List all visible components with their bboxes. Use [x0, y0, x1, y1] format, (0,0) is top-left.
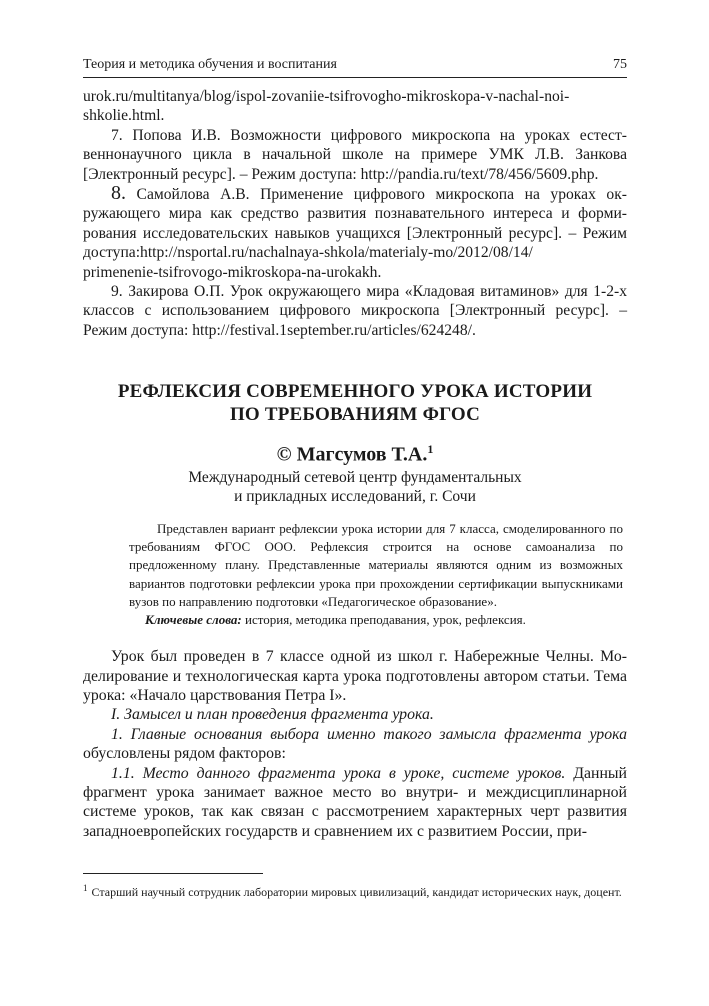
reference-8-url-tail: primenenie-tsifrovogo-mikroskopa-na-urokakh.	[83, 263, 382, 281]
author-footnote-mark: 1	[427, 442, 434, 457]
author-name: © Магсумов Т.А.	[276, 443, 428, 466]
reference-6-url-line1: urok.ru/multitanya/blog/ispol-zovaniie-tsifrovogho-mikroskopa-v-nachal-noi-	[83, 88, 570, 105]
abstract	[129, 520, 623, 629]
affiliation-line2: и прикладных исследований, г. Сочи	[234, 487, 476, 505]
article-title	[83, 380, 627, 426]
affiliation-line1: Международный сетевой центр фундаментальных	[188, 468, 522, 486]
body-paragraph-3	[83, 725, 627, 764]
reference-6-tail	[83, 87, 627, 126]
body-subheading-1: 1. Главные основания выбора именно такого замысла фрагмента урока	[111, 725, 627, 743]
footnote-mark: 1	[83, 883, 88, 893]
article-title-line1: РЕФЛЕКСИЯ СОВРЕМЕННОГО УРОКА ИСТОРИИ	[117, 381, 593, 403]
footnote	[83, 880, 627, 901]
reference-list	[83, 87, 627, 340]
article-title-line2: ПО ТРЕБОВАНИЯМ ФГОС	[229, 404, 481, 426]
page-number: 75	[613, 57, 627, 72]
body-paragraph-4	[83, 764, 627, 842]
reference-9: 9. Закирова О.П. Урок окружающего мира «Кладовая витаминов» для 1-2-х классов с использованием цифрового микроскопа [Электронный ресурс]. – Режим доступа: http://festival.1september.ru/articles/624248/.	[83, 283, 627, 339]
affiliation	[83, 468, 627, 506]
author-line	[83, 437, 627, 467]
body-paragraph-1: Урок был проведен в 7 классе одной из школ г. Набережные Челны. Моделирование и технологическая карта урока подготовлены автором статьи. Тема урока: «Начало царствования Петра I».	[83, 648, 627, 704]
body-subheading-1-1: 1.1. Место данного фрагмента урока в уроке, системе уроков.	[111, 764, 566, 782]
body-paragraph-4-rest: Данный фрагмент урока занимает важное место во внутри- и междисциплинарной системе уроков, так как связан с рассмотрением характерных черт развития западноевропейских государств и сравнением их с развитием России, при-	[83, 764, 627, 840]
abstract-text: Представлен вариант рефлексии урока истории для 7 класса, смоделированного по требованиям ФГОС ООО. Рефлексия строится на основе самоанализа по предложенному плану. Представленные материалы являются одним из возможных вариантов подготовки рефлексии урока при прохождении сертификации выпускниками вузов по направлению подготовки «Педагогическое образование».	[129, 520, 623, 609]
keywords-text: история, методика преподавания, урок, рефлексия.	[241, 611, 526, 627]
reference-8-text: Самойлова А.В. Применение цифрового микроскопа на уроках окружающего мира как средство развития познавательного интереса и формирования исследовательских навыков учащихся [Электронный ресурс]. – Режим доступа:http://nsportal.ru/nachalnaya-shkola/materialy-mo/2012/08/14/	[83, 186, 627, 262]
article-body	[83, 647, 627, 841]
page	[83, 56, 627, 841]
running-header	[83, 56, 627, 78]
footnote-text: Старший научный сотрудник лаборатории мировых цивилизаций, кандидат исторических наук, доцент.	[91, 885, 622, 899]
reference-6-url-line2: shkolie.html.	[83, 107, 165, 125]
reference-8	[83, 184, 627, 282]
reference-7: 7. Попова И.В. Возможности цифрового микроскопа на уроках естественнонаучного цикла в начальной школе на примере УМК Л.В. Занкова [Электронный ресурс]. – Режим доступа: http://pandia.ru/text/78/456/5609.php.	[83, 126, 627, 183]
keywords	[129, 611, 623, 629]
body-paragraph-3-rest: обусловлены рядом факторов:	[83, 745, 286, 763]
reference-8-number: 8.	[111, 182, 126, 205]
footnote-divider	[83, 873, 263, 874]
journal-title: Теория и методика обучения и воспитания	[83, 57, 337, 72]
body-section-heading: I. Замысел и план проведения фрагмента урока.	[111, 706, 434, 724]
keywords-label: Ключевые слова:	[145, 611, 242, 627]
